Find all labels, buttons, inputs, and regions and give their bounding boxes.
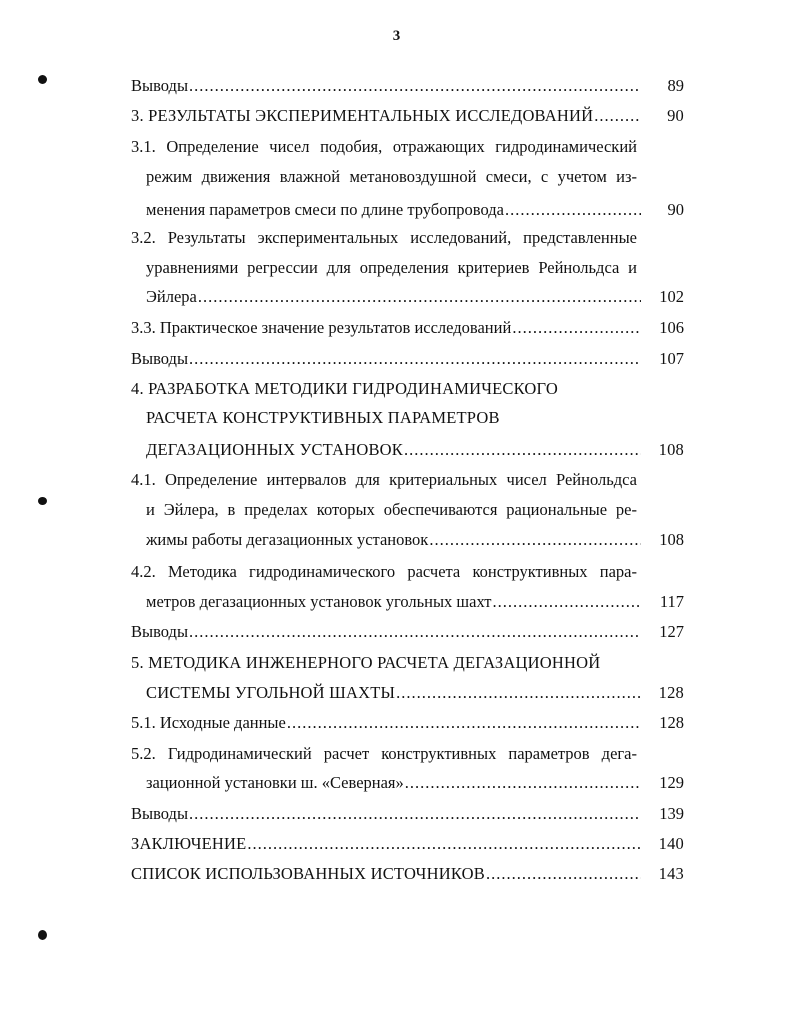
toc-entry-title: ЗАКЛЮЧЕНИЕ [131,834,247,853]
toc-page-number: 108 [658,440,684,459]
toc-entry-3-2-line-1[interactable]: 3.2. Результаты экспериментальных исследований, представленные [131,228,637,247]
toc-entry-title: 3.3. Практическое значение результатов исследований [131,318,512,337]
toc-entry-4-2-line-1[interactable]: 4.2. Методика гидродинамического расчета конструктивных пара- [131,562,637,581]
dot-leader [189,622,641,642]
toc-entry-conclusions-ch3[interactable] [131,349,684,369]
toc-page-number: 108 [659,530,684,549]
toc-entry-title: Эйлера [146,287,197,306]
toc-entry-title: Выводы [131,76,189,95]
dot-leader [189,76,641,96]
toc-entry-chapter-3[interactable] [131,106,684,126]
toc-entry-3-1-line-2[interactable]: режим движения влажной метановоздушной смеси, с учетом из- [146,167,637,186]
toc-entry-chapter-5[interactable] [146,683,684,703]
dot-leader [189,804,641,824]
toc-page-number: 128 [659,713,684,732]
toc-entry-3-2-line-2[interactable]: уравнениями регрессии для определения критериев Рейнольдса и [146,258,637,277]
dot-leader [287,713,641,733]
toc-page-number: 143 [658,864,684,883]
toc-entry-title: СИСТЕМЫ УГОЛЬНОЙ ШАХТЫ [146,683,396,702]
toc-entry-chapter-4[interactable] [146,440,684,460]
dot-leader [198,287,641,307]
toc-entry-title: жимы работы дегазационных установок [146,530,429,549]
toc-page-number: 89 [667,76,684,95]
dot-leader [505,200,641,220]
toc-entry-conclusion[interactable] [131,834,684,854]
scan-speck [38,497,47,505]
toc-entry-4-1[interactable] [146,530,684,550]
toc-entry-references[interactable] [131,864,684,884]
dot-leader [493,592,641,612]
dot-leader [486,864,641,884]
toc-entry-3-1-line-1[interactable]: 3.1. Определение чисел подобия, отражающих гидродинамический [131,137,637,156]
toc-page-number: 140 [658,834,684,853]
dot-leader [405,773,641,793]
toc-page-number: 106 [659,318,684,337]
toc-entry-title: СПИСОК ИСПОЛЬЗОВАННЫХ ИСТОЧНИКОВ [131,864,485,883]
scan-speck [38,75,47,84]
toc-entry-title: Выводы [131,349,189,368]
toc-entry-4-2[interactable] [146,592,684,612]
toc-entry-5-1[interactable] [131,713,684,733]
toc-entry-title: Выводы [131,622,189,641]
toc-entry-4-1-line-2[interactable]: и Эйлера, в пределах которых обеспечиваются рациональные ре- [146,500,637,519]
toc-entry-title: зационной установки ш. «Северная» [146,773,404,792]
toc-entry-3-1[interactable] [146,200,684,220]
toc-entry-5-2-line-1[interactable]: 5.2. Гидродинамический расчет конструктивных параметров дега- [131,744,637,763]
scan-speck [38,930,47,940]
dot-leader [247,834,641,854]
toc-entry-title: метров дегазационных установок угольных шахт [146,592,492,611]
toc-page-number: 139 [659,804,684,823]
toc-entry-conclusions-ch4[interactable] [131,622,684,642]
toc-entry-chapter-4-line-1[interactable]: 4. РАЗРАБОТКА МЕТОДИКИ ГИДРОДИНАМИЧЕСКОГО [131,379,558,398]
toc-entry-title: 5.1. Исходные данные [131,713,286,732]
toc-page-number: 129 [659,773,684,792]
toc-entry-3-3[interactable] [131,318,684,338]
dot-leader [404,440,641,460]
toc-page-number: 102 [659,287,684,306]
toc-entry-conclusions-ch5[interactable] [131,804,684,824]
toc-page-number: 127 [659,622,684,641]
toc-entry-4-1-line-1[interactable]: 4.1. Определение интервалов для критериальных чисел Рейнольдса [131,470,637,489]
toc-page-number: 90 [667,200,684,219]
toc-entry-chapter-4-line-2[interactable]: РАСЧЕТА КОНСТРУКТИВНЫХ ПАРАМЕТРОВ [146,408,500,427]
toc-entry-chapter-5-line-1[interactable]: 5. МЕТОДИКА ИНЖЕНЕРНОГО РАСЧЕТА ДЕГАЗАЦИОННОЙ [131,653,601,672]
dot-leader [189,349,641,369]
toc-entry-title: ДЕГАЗАЦИОННЫХ УСТАНОВОК [146,440,403,459]
toc-page-number: 107 [659,349,684,368]
dot-leader [594,106,641,126]
toc-entry-title: 3. РЕЗУЛЬТАТЫ ЭКСПЕРИМЕНТАЛЬНЫХ ИССЛЕДОВАНИЙ [131,106,594,125]
dot-leader [512,318,641,338]
toc-page-number: 117 [659,592,684,611]
dot-leader [396,683,641,703]
page-number: 3 [392,28,401,44]
toc-entry-title: менения параметров смеси по длине трубопровода [146,200,504,219]
toc-page-number: 90 [667,106,684,125]
toc-entry-5-2[interactable] [146,773,684,793]
dot-leader [429,530,641,550]
toc-entry-title: Выводы [131,804,189,823]
toc-entry-conclusions-ch2[interactable] [131,76,684,96]
toc-entry-3-2[interactable] [146,287,684,307]
toc-page-number: 128 [658,683,684,702]
